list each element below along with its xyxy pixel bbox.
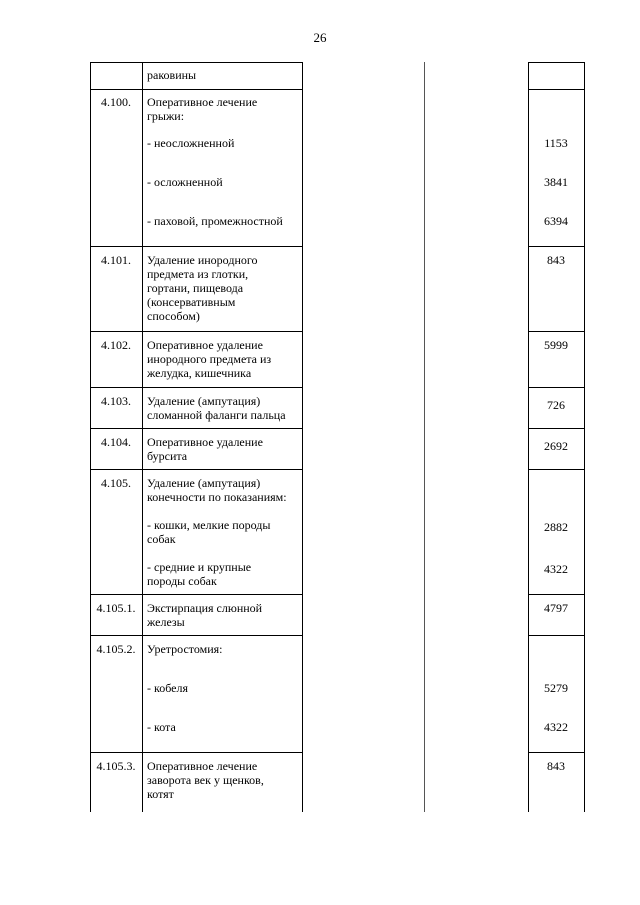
row-description-line: Удаление (ампутация) (147, 394, 261, 408)
row-number: 4.105.2. (96, 642, 136, 656)
price-cell: 3841 (544, 175, 568, 189)
num-column-divider (142, 62, 143, 812)
row-divider (528, 89, 584, 90)
sub-item-label: - средние и крупные (147, 560, 252, 574)
desc-column-divider (302, 62, 303, 812)
row-divider (528, 594, 584, 595)
row-divider (90, 469, 302, 470)
row-divider (90, 331, 302, 332)
row-divider (90, 752, 302, 753)
sub-item-label: породы собак (147, 574, 217, 588)
row-description-line: Оперативное лечение (147, 95, 258, 109)
row-number: 4.104. (101, 435, 131, 449)
row-divider (528, 428, 584, 429)
row-divider (528, 62, 584, 63)
row-divider (90, 635, 302, 636)
row-description-line: раковины (147, 68, 197, 82)
row-divider (90, 89, 302, 90)
price-cell: 843 (547, 253, 565, 267)
sub-item-label: - кошки, мелкие породы (147, 518, 271, 532)
row-description-line: железы (147, 615, 185, 629)
row-description-line: Оперативное лечение (147, 759, 258, 773)
price-cell: 726 (547, 398, 565, 412)
price-cell: 2692 (544, 439, 568, 453)
row-number: 4.101. (101, 253, 131, 267)
row-divider (528, 469, 584, 470)
price-cell: 5999 (544, 338, 568, 352)
page-number: 26 (313, 30, 327, 45)
row-description-line: Удаление инородного (147, 253, 258, 267)
row-description-line: грыжи: (147, 109, 185, 123)
price-cell: 2882 (544, 520, 568, 534)
price-cell: 843 (547, 759, 565, 773)
row-number: 4.103. (101, 394, 131, 408)
sub-item-label: - кобеля (147, 681, 188, 695)
sub-item-label: - паховой, промежностной (147, 214, 283, 228)
row-description-line: Удаление (ампутация) (147, 476, 261, 490)
row-description-line: предмета из глотки, (147, 267, 249, 281)
row-description-line: Оперативное удаление (147, 435, 263, 449)
row-divider (528, 331, 584, 332)
row-description-line: бурсита (147, 449, 188, 463)
row-divider (90, 428, 302, 429)
row-description-line: заворота век у щенков, (147, 773, 264, 787)
price-cell: 4322 (544, 562, 568, 576)
row-divider (90, 246, 302, 247)
row-description-line: желудка, кишечника (147, 366, 252, 380)
row-description-line: Оперативное удаление (147, 338, 263, 352)
sub-item-label: - осложненной (147, 175, 223, 189)
price-cell: 4797 (544, 601, 568, 615)
row-divider (528, 752, 584, 753)
row-number: 4.100. (101, 95, 131, 109)
price-column-right-border (584, 62, 585, 812)
row-description-line: котят (147, 787, 174, 801)
row-number: 4.102. (101, 338, 131, 352)
row-description-line: (консервативным (147, 295, 236, 309)
row-number: 4.105. (101, 476, 131, 490)
price-cell: 6394 (544, 214, 568, 228)
row-number: 4.105.3. (96, 759, 136, 773)
sub-item-label: - кота (147, 720, 176, 734)
price-cell: 5279 (544, 681, 568, 695)
row-divider (90, 594, 302, 595)
middle-column-rule (424, 62, 425, 812)
row-description-line: Уретростомия: (147, 642, 223, 656)
price-cell: 1153 (544, 136, 568, 150)
row-divider (528, 387, 584, 388)
row-number: 4.105.1. (96, 601, 136, 615)
row-description-line: конечности по показаниям: (147, 490, 287, 504)
row-description-line: способом) (147, 309, 200, 323)
row-description-line: гортани, пищевода (147, 281, 244, 295)
price-cell: 4322 (544, 720, 568, 734)
row-description-line: Экстирпация слюнной (147, 601, 263, 615)
row-divider (528, 246, 584, 247)
row-divider (90, 387, 302, 388)
row-divider (528, 635, 584, 636)
sub-item-label: - неосложненной (147, 136, 235, 150)
sub-item-label: собак (147, 532, 176, 546)
row-description-line: инородного предмета из (147, 352, 272, 366)
row-description-line: сломанной фаланги пальца (147, 408, 286, 422)
row-divider (90, 62, 302, 63)
